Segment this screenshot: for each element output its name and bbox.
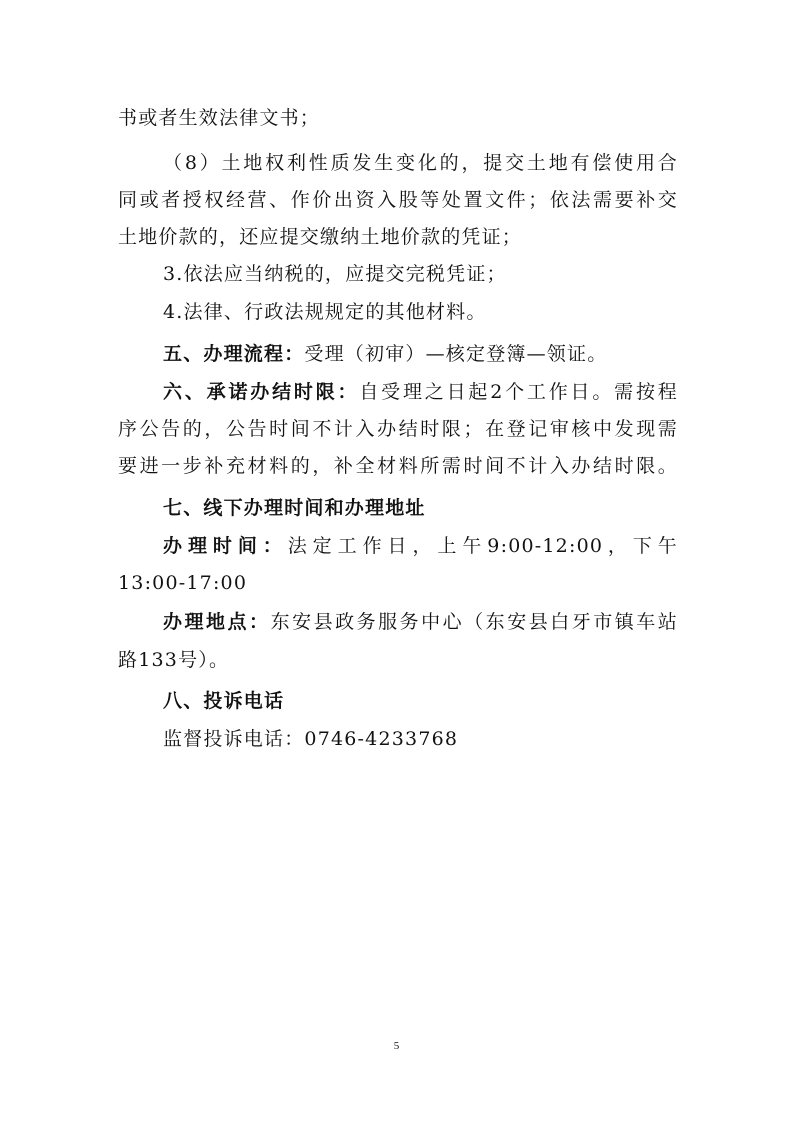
text-line: 同或者授权经营、作价出资入股等处置文件；依法需要补交 [118,189,678,211]
section-heading: 六、承诺办结时限： [163,381,360,403]
section-5 [163,342,678,366]
field-value: 东安县政务服务中心（东安县白牙市镇车站 [270,611,678,633]
section-heading: 五、办理流程： [163,343,305,365]
page-number: 5 [393,1040,400,1052]
text-line: 13:00-17:00 [118,572,248,594]
section-text: 受理（初审）—核定登簿—领证。 [304,343,608,365]
field-label: 办理时间： [163,535,288,557]
section-heading: 七、线下办理时间和办理地址 [163,497,426,519]
text-line: 序公告的，公告时间不计入办结时限；在登记审核中发现需 [118,418,678,440]
field-label: 办理地点： [163,611,271,633]
section-text: 自受理之日起2个工作日。需按程 [359,381,678,403]
text-line: （8）土地权利性质发生变化的，提交土地有偿使用合 [163,152,678,174]
section-6 [163,380,678,404]
text-line: 书或者生效法律文书； [118,107,321,129]
section-heading: 八、投诉电话 [163,690,285,712]
text-line: 4.法律、行政法规规定的其他材料。 [163,301,487,323]
office-address [163,610,678,634]
field-value: 法定工作日，上午9:00-12:00，下午 [287,535,678,557]
text-line: 要进一步补充材料的，补全材料所需时间不计入办结时限。 [118,455,678,477]
text-line: 路133号）。 [118,649,230,671]
complaint-phone: 监督投诉电话：0746-4233768 [163,728,459,750]
text-line: 土地价款的，还应提交缴纳土地价款的凭证； [118,226,523,248]
office-hours [163,534,678,558]
text-line: 3.依法应当纳税的，应提交完税凭证； [163,263,507,285]
